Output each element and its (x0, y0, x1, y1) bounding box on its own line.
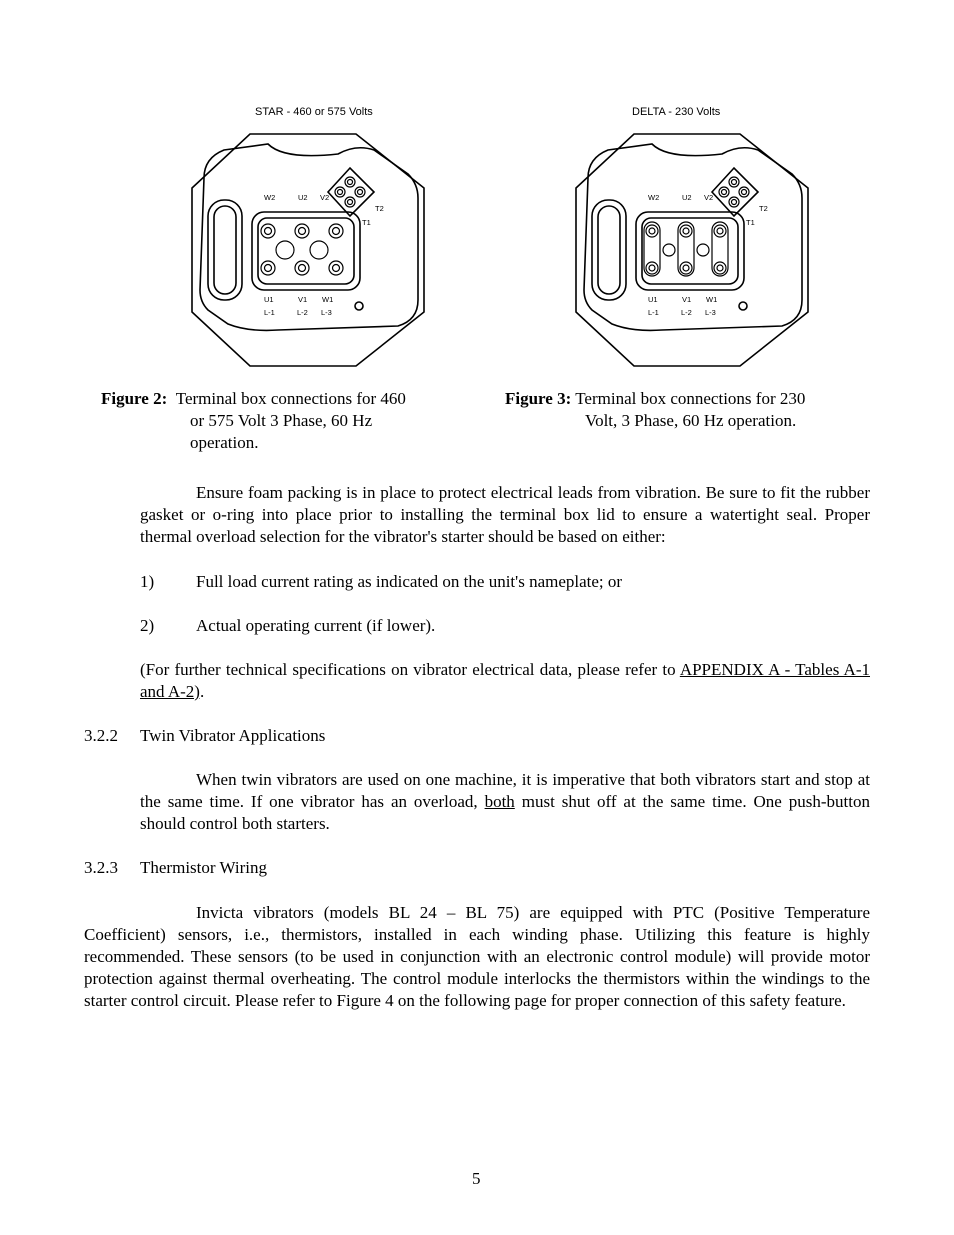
section-3-2-3-heading (84, 857, 267, 879)
fig3-label-t2: T2 (759, 204, 768, 213)
list-item-1 (140, 571, 870, 593)
fig2-label-w1: W1 (322, 295, 334, 304)
list-item-2-text: Actual operating current (if lower). (196, 616, 436, 635)
list-item-1-text: Full load current rating as indicated on the unit's nameplate; or (196, 572, 623, 591)
reference-suffix: . (199, 682, 205, 701)
section-3-2-2-heading (84, 725, 325, 747)
fig2-label-u1: U1 (264, 295, 274, 304)
appendix-a-link[interactable]: APPENDIX A - Tables A-1 and A-2) (140, 660, 870, 701)
section-3-2-3-number: 3.2.3 (84, 858, 118, 877)
fig3-label-u2: U2 (682, 193, 692, 202)
paragraph-twin-vibrators (140, 769, 870, 835)
figure-2-caption-line1: Terminal box connections for 460 (175, 389, 406, 408)
section-3-2-2-number: 3.2.2 (84, 726, 118, 745)
fig2-label-u2: U2 (298, 193, 308, 202)
section-3-2-2-title: Twin Vibrator Applications (140, 726, 326, 745)
fig2-label-t1: T1 (362, 218, 371, 227)
fig2-label-v1: V1 (298, 295, 308, 304)
paragraph-foam-packing: Ensure foam packing is in place to protect electrical leads from vibration. Be sure to fit the rubber gasket or o-ring into place prior to installing the terminal box lid to ensure a watertight seal. Proper thermal overload selection for the vibrator's starter should be based on either: (140, 483, 870, 546)
fig3-label-u1: U1 (648, 295, 658, 304)
twin-vibrators-emphasis: both (484, 792, 515, 811)
list-item-2-number: 2) (140, 616, 155, 635)
figure-3-title: DELTA - 230 Volts (632, 106, 721, 118)
figure-2-caption-line2: or 575 Volt 3 Phase, 60 Hz (190, 411, 373, 430)
figure-3-caption (505, 388, 885, 432)
fig3-label-l3: L-3 (705, 308, 716, 317)
section-3-2-3-title: Thermistor Wiring (140, 858, 267, 877)
figure-2-caption (101, 388, 461, 454)
paragraph-appendix-reference (140, 659, 870, 703)
fig3-label-l1: L-1 (648, 308, 659, 317)
figure-3-delta-diagram (572, 130, 812, 370)
fig2-label-l2: L-2 (297, 308, 308, 317)
fig2-label-l1: L-1 (264, 308, 275, 317)
twin-vibrators-text-b: must shut off at the same time. One push-button should control both starters. (140, 792, 870, 833)
figure-2-title: STAR - 460 or 575 Volts (255, 106, 373, 118)
figure-3-caption-line2: Volt, 3 Phase, 60 Hz operation. (585, 411, 797, 430)
list-item-1-number: 1) (140, 572, 155, 591)
fig3-label-l2: L-2 (681, 308, 692, 317)
fig3-label-v1: V1 (682, 295, 692, 304)
fig3-label-v2: V2 (704, 193, 714, 202)
twin-vibrators-text-a: When twin vibrators are used on one machine, it is imperative that both vibrators start and stop at the same time. If one vibrator has an overload, (140, 770, 870, 811)
list-item-2 (140, 615, 870, 637)
fig2-label-w2: W2 (264, 193, 276, 202)
figure-3-caption-line1: Terminal box connections for 230 (575, 389, 806, 408)
fig3-label-w1: W1 (706, 295, 718, 304)
figure-2-caption-label: Figure 2: (101, 389, 168, 408)
figure-2-caption-line3: operation. (190, 433, 259, 452)
paragraph-thermistor-wiring: Invicta vibrators (models BL 24 – BL 75) are equipped with PTC (Positive Temperature Coefficient) sensors, i.e., thermistors, installed in each winding phase. Utilizing this feature is highly recommended. These sensors (to be used in conjunction with an electronic control module) will provide motor protection against thermal overheating. The control module interlocks the thermistors within the windings to the starter control circuit. Please refer to Figure 4 on the following page for proper connection of this safety feature. (84, 903, 870, 1010)
fig2-label-l3: L-3 (321, 308, 332, 317)
fig2-label-v2: V2 (320, 193, 330, 202)
fig3-label-w2: W2 (648, 193, 660, 202)
fig3-label-t1: T1 (746, 218, 755, 227)
reference-prefix: (For further technical specifications on vibrator electrical data, please refer to (140, 660, 680, 679)
figure-2-star-diagram (188, 130, 428, 370)
page-number: 5 (472, 1169, 481, 1188)
fig2-label-t2: T2 (375, 204, 384, 213)
figure-3-caption-label: Figure 3: (505, 389, 572, 408)
